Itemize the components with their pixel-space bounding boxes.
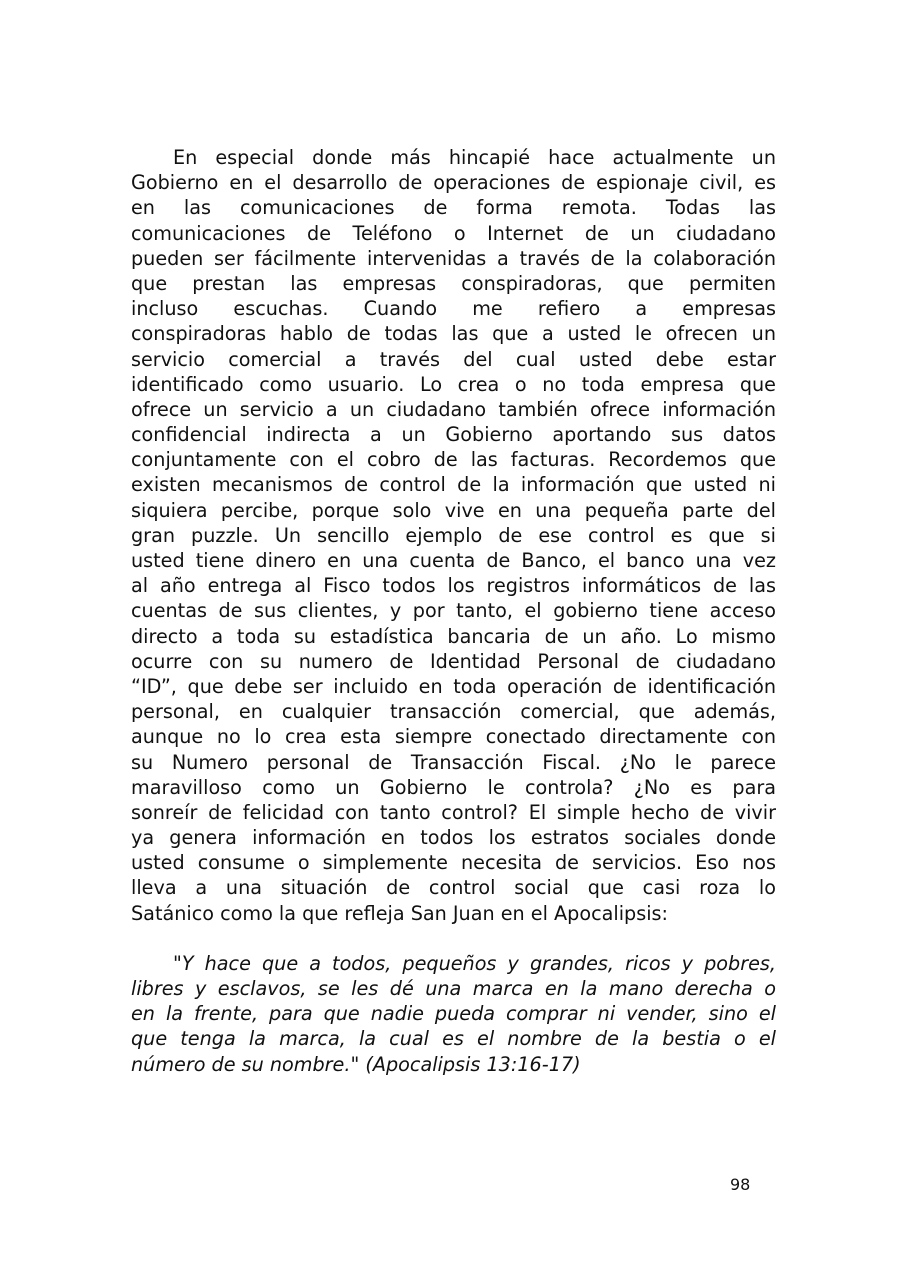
body-line-3: en las comunicaciones de forma remota. Todas las [131, 196, 776, 220]
body-line-11: ofrece un servicio a un ciudadano también ofrece información [131, 397, 776, 421]
body-line-27: sonreír de felicidad con tanto control? El simple hecho de vivir [131, 800, 776, 824]
text-block [131, 145, 776, 1077]
body-line-30: lleva a una situación de control social que casi roza lo [131, 876, 776, 900]
body-line-10: identificado como usuario. Lo crea o no toda empresa que [131, 372, 776, 396]
quote-paragraph [131, 951, 776, 1077]
body-line-23: personal, en cualquier transacción comercial, que además, [131, 700, 776, 724]
body-line-14: existen mecanismos de control de la información que usted ni [131, 473, 776, 497]
paragraph-gap [131, 926, 776, 951]
body-line-4: comunicaciones de Teléfono o Internet de un ciudadano [131, 221, 776, 245]
body-line-7: incluso escuchas. Cuando me refiero a empresas [131, 297, 776, 321]
quote-line-5: número de su nombre." (Apocalipsis 13:16-17) [131, 1052, 581, 1076]
quote-line-4: que tenga la marca, la cual es el nombre de la bestia o el [131, 1027, 776, 1051]
body-paragraph [131, 145, 776, 926]
body-line-15: siquiera percibe, porque solo vive en una pequeña parte del [131, 498, 776, 522]
quote-line-3: en la frente, para que nadie pueda comprar ni vender, sino el [131, 1002, 776, 1026]
body-line-17: usted tiene dinero en una cuenta de Banco, el banco una vez [131, 549, 776, 572]
body-line-9: servicio comercial a través del cual usted debe estar [131, 347, 776, 371]
quote-line-2: libres y esclavos, se les dé una marca en la mano derecha o [131, 977, 776, 1000]
body-line-25: su Numero personal de Transacción Fiscal. ¿No le parece [131, 750, 776, 774]
body-line-5: pueden ser fácilmente intervenidas a través de la colaboración [131, 246, 776, 270]
body-line-22: “ID”, que debe ser incluido en toda operación de identificación [131, 674, 776, 698]
body-line-21: ocurre con su numero de Identidad Personal de ciudadano [131, 649, 776, 673]
body-line-6: que prestan las empresas conspiradoras, que permiten [131, 271, 776, 295]
body-line-29: usted consume o simplemente necesita de servicios. Eso nos [131, 851, 776, 875]
body-line-8: conspiradoras hablo de todas las que a usted le ofrecen un [131, 322, 776, 346]
page-number: 98 [730, 1175, 751, 1194]
body-line-16: gran puzzle. Un sencillo ejemplo de ese control es que si [131, 523, 776, 547]
body-line-24: aunque no lo crea esta siempre conectado directamente con [131, 725, 776, 749]
body-line-26: maravilloso como un Gobierno le controla? ¿No es para [131, 775, 776, 799]
body-line-13: conjuntamente con el cobro de las facturas. Recordemos que [131, 448, 776, 472]
body-line-19: cuentas de sus clientes, y por tanto, el gobierno tiene acceso [131, 599, 776, 623]
body-line-1: En especial donde más hincapié hace actualmente un [173, 146, 776, 169]
quote-line-1: "Y hace que a todos, pequeños y grandes, ricos y pobres, [173, 951, 776, 975]
body-line-20: directo a toda su estadística bancaria de un año. Lo mismo [131, 624, 776, 648]
body-line-12: confidencial indirecta a un Gobierno aportando sus datos [131, 423, 776, 447]
body-line-18: al año entrega al Fisco todos los registros informáticos de las [131, 574, 776, 598]
body-line-31: Satánico como la que refleja San Juan en el Apocalipsis: [131, 901, 669, 925]
body-line-2: Gobierno en el desarrollo de operaciones de espionaje civil, es [131, 171, 776, 195]
body-line-28: ya genera información en todos los estratos sociales donde [131, 826, 776, 850]
